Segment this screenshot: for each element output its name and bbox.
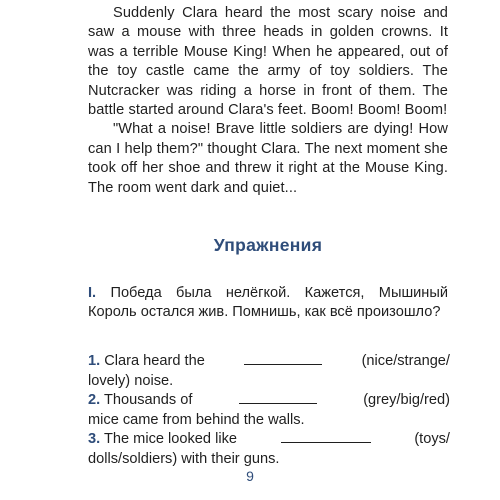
answer-blank[interactable]: [239, 391, 317, 404]
story-text: [88, 4, 448, 198]
exercise-task: [88, 284, 448, 323]
exercise-item: [88, 352, 450, 391]
item-number: 1.: [88, 353, 101, 369]
item-text-before: The mice looked like: [103, 431, 237, 447]
item-text-before: Clara heard the: [104, 353, 205, 369]
item-options: (grey/big/red): [363, 392, 450, 408]
answer-blank[interactable]: [281, 430, 371, 443]
exercise-items: [88, 352, 450, 469]
item-number: 3.: [88, 431, 101, 447]
exercise-item: [88, 430, 450, 469]
item-options: (toys/: [414, 431, 450, 447]
task-text: Победа была нелёгкой. Кажется, Мышиный Король остался жив. Помнишь, как всё произошло?: [88, 285, 449, 321]
item-text-before: Thousands of: [103, 392, 193, 408]
item-number: 2.: [88, 392, 101, 408]
story-paragraph: "What a noise! Brave little soldiers are dying! How can I help them?" thought Clara. The next moment she took off her shoe and threw it right at the Mouse King. The room went dark and quiet...: [88, 121, 448, 196]
story-paragraph: Suddenly Clara heard the most scary noise and saw a mouse with three heads in golden crowns. It was a terrible Mouse King! When he appeared, out of the toy castle came the army of toy soldiers. The Nutcracker was riding a horse in front of them. The battle started around Clara's feet. Boom! Boom! Boom!: [88, 5, 448, 119]
task-number: I.: [88, 285, 97, 301]
page-number: 9: [246, 468, 254, 484]
item-options: (nice/strange/: [361, 353, 450, 369]
exercise-item: [88, 391, 450, 430]
exercises-heading: Упражнения: [213, 235, 323, 255]
answer-blank[interactable]: [244, 352, 322, 365]
item-continuation: mice came from behind the walls.: [88, 411, 305, 428]
item-continuation: dolls/soldiers) with their guns.: [88, 450, 280, 467]
item-continuation: lovely) noise.: [88, 372, 174, 389]
